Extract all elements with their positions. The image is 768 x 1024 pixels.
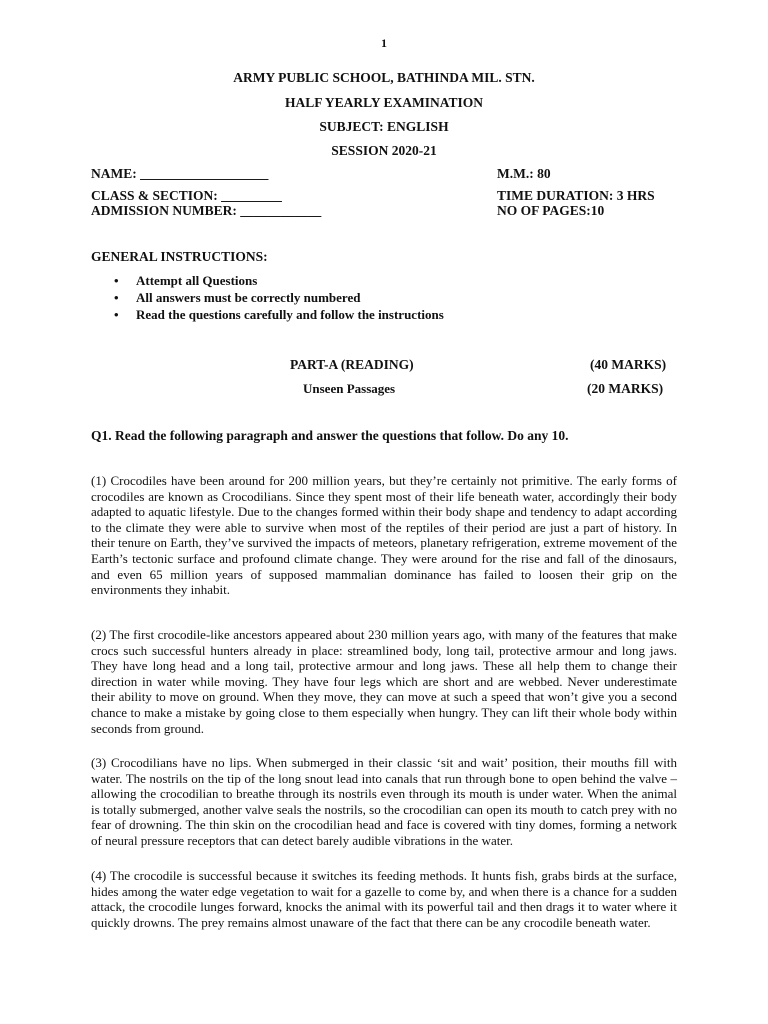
- session-line: SESSION 2020-21: [331, 143, 437, 158]
- list-item: • Attempt all Questions: [114, 273, 258, 288]
- section-marks: (20 MARKS): [587, 381, 664, 396]
- part-marks: (40 MARKS): [590, 357, 667, 372]
- instructions-list: [112, 272, 444, 323]
- section-title: Unseen Passages: [303, 381, 396, 396]
- page-number: 1: [381, 36, 387, 50]
- list-item: • All answers must be correctly numbered: [114, 290, 361, 305]
- number-of-pages: NO OF PAGES:10: [497, 203, 605, 218]
- exam-title: HALF YEARLY EXAMINATION: [284, 95, 484, 110]
- bullet-icon: •: [114, 307, 119, 322]
- passage-paragraph-1: (1) Crocodiles have been around for 200 million years, but they’re certainly not primitive. The early forms of crocodiles are known as Crocodilians. Since they spent most of their life beneath water, accordingly their body adapted to aquatic lifestyle. Due to the changes formed within their body shape and tendency to adapt according to the climate they were able to survive when most of the reptiles of their period are just a part of history. In their tenure on Earth, they’ve survived the impacts of meteors, planetary refrigeration, extreme movement of the Earth’s tectonic surface and profound climate change. They were around for the rise and fall of the dinosaurs, and even 65 million years of supposed mammalian dominance has failed to loosen their grip on the environments they inhabit.: [91, 473, 677, 598]
- instructions-heading: GENERAL INSTRUCTIONS:: [91, 249, 268, 264]
- admission-number-field: ADMISSION NUMBER: ____________: [91, 203, 322, 218]
- passage-paragraph-4: (4) The crocodile is successful because it switches its feeding methods. It hunts fish, grabs birds at the surface, hides among the water edge vegetation to wait for a gazelle to come by, and when there is a chance for a sudden attack, the crocodile lunges forward, knocks the animal with its powerful tail and then drags it to water where it quickly drowns. The prey remains almost unaware of the fact that there can be any crocodile beneath water.: [91, 868, 677, 930]
- school-name: ARMY PUBLIC SCHOOL, BATHINDA MIL. STN.: [233, 70, 535, 85]
- class-section-field: CLASS & SECTION: _________: [91, 188, 282, 203]
- name-field: NAME: ___________________: [91, 166, 269, 181]
- passage-paragraph-3: (3) Crocodilians have no lips. When submerged in their classic ‘sit and wait’ position, their mouths fill with water. The nostrils on the tip of the long snout lead into canals that run through bone to open behind the valve – allowing the crocodilian to breathe through its nostrils even through its mouth is under water. When the animal is totally submerged, another valve seals the nostrils, so the crocodilian can open its mouth to catch prey with no fear of drowning. The thin skin on the crocodilian head and face is covered with tiny domes, forming a network of neural pressure receptors that can detect barely audible vibrations in the water.: [91, 755, 677, 848]
- time-duration: TIME DURATION: 3 HRS: [497, 188, 655, 203]
- max-marks: M.M.: 80: [497, 166, 551, 181]
- list-item: • Read the questions carefully and follow the instructions: [114, 307, 444, 322]
- bullet-icon: •: [114, 290, 119, 305]
- question-prompt: Q1. Read the following paragraph and answer the questions that follow. Do any 10.: [91, 428, 569, 443]
- bullet-icon: •: [114, 273, 119, 288]
- passage-paragraph-2: (2) The first crocodile-like ancestors appeared about 230 million years ago, with many of the features that make crocs such successful hunters already in place: streamlined body, long tail, protective armour and long jaws. They have long head and a long tail, protective armour and long jaws. These all help them to change their direction in water while moving. They have four legs which are short and are webbed. Never underestimate their ability to move on ground. When they move, they can move at such a speed that won’t give you a second chance to make a mistake by going close to them especially when hungry. They can lift their whole body within seconds from ground.: [91, 627, 677, 736]
- part-title: PART-A (READING): [290, 357, 414, 372]
- subject-line: SUBJECT: ENGLISH: [319, 119, 449, 134]
